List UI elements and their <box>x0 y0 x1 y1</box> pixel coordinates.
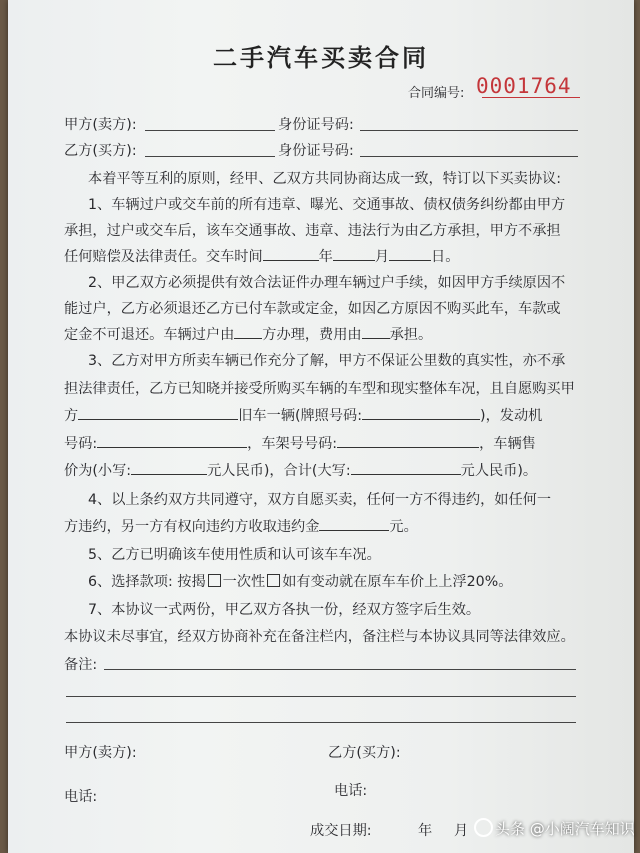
remarks-line-3[interactable] <box>66 722 576 723</box>
transfer-party-blank[interactable] <box>234 324 262 339</box>
delivery-month-blank[interactable] <box>333 246 375 261</box>
clause-4-line-2: 方违约，另一方有权向违约方收取违约金 元。 <box>64 516 418 536</box>
contract-title: 二手汽车买卖合同 <box>213 44 429 72</box>
contract-number-label: 合同编号: <box>408 86 465 101</box>
clause-3-line-5: 价为(小写: 元人民币)，合计(大写: 元人民币)。 <box>64 460 537 480</box>
clause-1-line-1: 1、车辆过户或交车前的所有违章、曝光、交通事故、债权债务纠纷都由甲方 <box>88 197 566 213</box>
intro-text: 本着平等互利的原则，经甲、乙双方共同协商达成一致，特订以下买卖协议: <box>88 171 561 187</box>
mortgage-checkbox[interactable] <box>208 574 221 587</box>
seller-phone-label: 电话: <box>64 789 98 805</box>
party-a-label: 甲方(卖方): <box>64 117 137 133</box>
clause-3-line-4: 号码: ，车架号号码: ，车辆售 <box>64 433 536 453</box>
deal-date-label: 成交日期: <box>310 823 372 839</box>
clause-1-line-2: 承担，过户或交车后，该车交通事故、违章、违法行为由乙方承担，甲方不承担 <box>64 223 561 239</box>
delivery-year-blank[interactable] <box>263 246 319 261</box>
vin-number-blank[interactable] <box>337 433 479 448</box>
clause-7: 7、本协议一式两份，甲乙双方各执一份，经双方签字后生效。 <box>88 602 481 618</box>
clause-4-line-1: 4、以上条约双方共同遵守，双方自愿买卖，任何一方不得违约，如任何一 <box>88 492 552 508</box>
price-words-blank[interactable] <box>351 460 461 475</box>
contract-number: 0001764 <box>476 74 572 98</box>
seller-signature-label: 甲方(卖方): <box>64 745 137 761</box>
vehicle-model-blank[interactable] <box>78 405 238 420</box>
party-b-label: 乙方(买方): <box>64 143 137 159</box>
deal-date-month: 月 <box>454 823 469 839</box>
clause-5: 5、乙方已明确该车使用性质和认可该车车况。 <box>88 547 381 563</box>
party-a-name-blank[interactable] <box>145 130 275 131</box>
party-a-id-label: 身份证号码: <box>278 117 354 133</box>
watermark: 头条 @小阔汽车知识 <box>474 818 635 839</box>
party-a-id-blank[interactable] <box>360 130 578 131</box>
clause-2-line-3: 定金不可退还。车辆过户由 方办理，费用由 承担。 <box>64 324 432 344</box>
remarks-line-2[interactable] <box>66 696 576 697</box>
plate-number-blank[interactable] <box>362 405 480 420</box>
supplement-text: 本协议未尽事宜，经双方协商补充在备注栏内，备注栏与本协议具同等法律效应。 <box>64 629 575 645</box>
clause-2-line-1: 2、甲乙双方必须提供有效合法证件办理车辆过户手续，如因甲方手续原因不 <box>88 275 566 291</box>
lump-sum-checkbox[interactable] <box>267 574 280 587</box>
clause-1-line-3: 任何赔偿及法律责任。交车时间 年 月 日。 <box>64 246 459 266</box>
engine-number-blank[interactable] <box>97 433 247 448</box>
delivery-day-blank[interactable] <box>389 246 431 261</box>
clause-3-line-1: 3、乙方对甲方所卖车辆已作充分了解，甲方不保证公里数的真实性，亦不承 <box>88 353 566 369</box>
contract-sheet <box>8 0 634 853</box>
clause-2-line-2: 能过户，乙方必须退还乙方已付车款或定金，如因乙方原因不购买此车，车款或 <box>64 301 561 317</box>
watermark-logo-icon <box>474 818 493 837</box>
price-numeric-blank[interactable] <box>131 460 207 475</box>
deal-date-year: 年 <box>418 823 433 839</box>
remarks-label: 备注: <box>64 657 98 673</box>
buyer-phone-label: 电话: <box>334 783 368 799</box>
party-b-id-blank[interactable] <box>360 156 578 157</box>
remarks-line-1[interactable] <box>104 669 576 670</box>
clause-3-line-3: 方 旧车一辆(牌照号码: )，发动机 <box>64 405 542 425</box>
contract-number-underline <box>482 97 580 98</box>
clause-3-line-2: 担法律责任，乙方已知晓并接受所购买车辆的车型和现实整体车况，且自愿购买甲 <box>64 381 575 397</box>
penalty-amount-blank[interactable] <box>319 516 389 531</box>
clause-6: 6、选择款项: 按揭 一次性 如有变动就在原车车价上上浮20%。 <box>88 574 513 590</box>
party-b-id-label: 身份证号码: <box>278 143 354 159</box>
party-b-name-blank[interactable] <box>145 156 275 157</box>
fee-party-blank[interactable] <box>362 324 390 339</box>
buyer-signature-label: 乙方(买方): <box>328 745 401 761</box>
